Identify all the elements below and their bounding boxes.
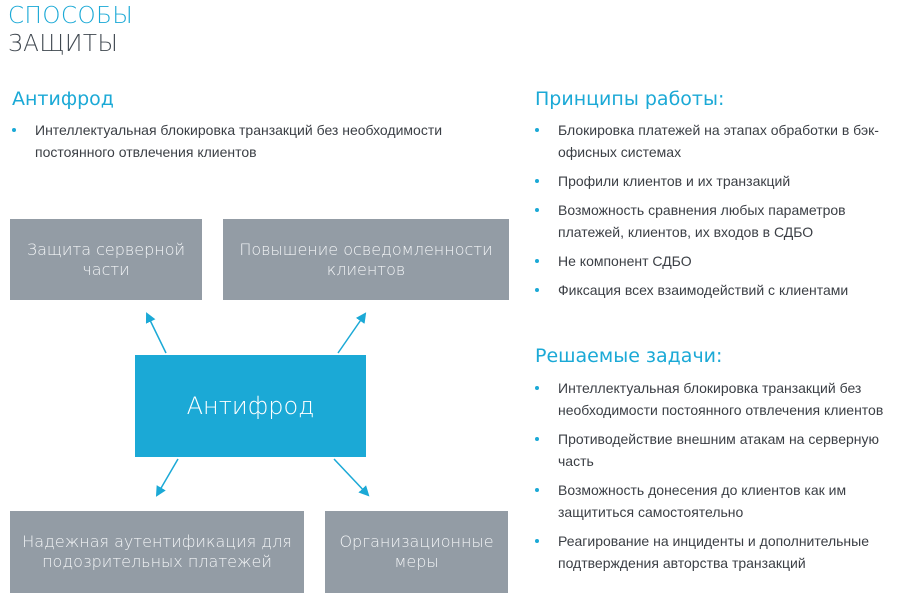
tasks-item: Реагирование на инциденты и дополнительные подтверждения авторства транзакций [533,530,893,574]
arrow-to-server-protection [147,314,166,353]
page-title-line-2: ЗАЩИТЫ [8,31,119,57]
arrow-to-client-awareness [338,314,365,353]
box-organizational-measures: Организационные меры [325,511,508,593]
tasks-item: Возможность донесения до клиентов как им защититься самостоятельно [533,479,893,523]
antifraud-heading: Антифрод [12,88,114,110]
principles-item: Не компонент СДБО [533,250,893,272]
principles-item: Фиксация всех взаимодействий с клиентами [533,279,893,301]
box-antifraud-center: Антифрод [135,355,366,457]
box-reliable-authentication: Надежная аутентификация для подозрительных платежей [10,511,304,593]
arrow-to-reliable-authentication [157,459,178,495]
principles-item: Профили клиентов и их транзакций [533,170,893,192]
antifraud-item: Интеллектуальная блокировка транзакций без необходимости постоянного отвлечения клиентов [10,119,480,163]
tasks-item: Интеллектуальная блокировка транзакций без необходимости постоянного отвлечения клиентов [533,377,893,421]
principles-item: Блокировка платежей на этапах обработки в бэк-офисных системах [533,119,893,163]
principles-heading: Принципы работы: [535,88,725,110]
arrow-to-organizational-measures [334,459,368,495]
principles-item: Возможность сравнения любых параметров платежей, клиентов, их входов в СДБО [533,199,893,243]
page-title-line-1: СПОСОБЫ [8,3,134,29]
tasks-item: Противодействие внешним атакам на серверную часть [533,428,893,472]
box-client-awareness: Повышение осведомленности клиентов [223,219,509,300]
tasks-heading: Решаемые задачи: [535,345,723,367]
principles-list [533,119,893,308]
box-server-protection: Защита серверной части [10,219,202,300]
tasks-list [533,377,893,581]
